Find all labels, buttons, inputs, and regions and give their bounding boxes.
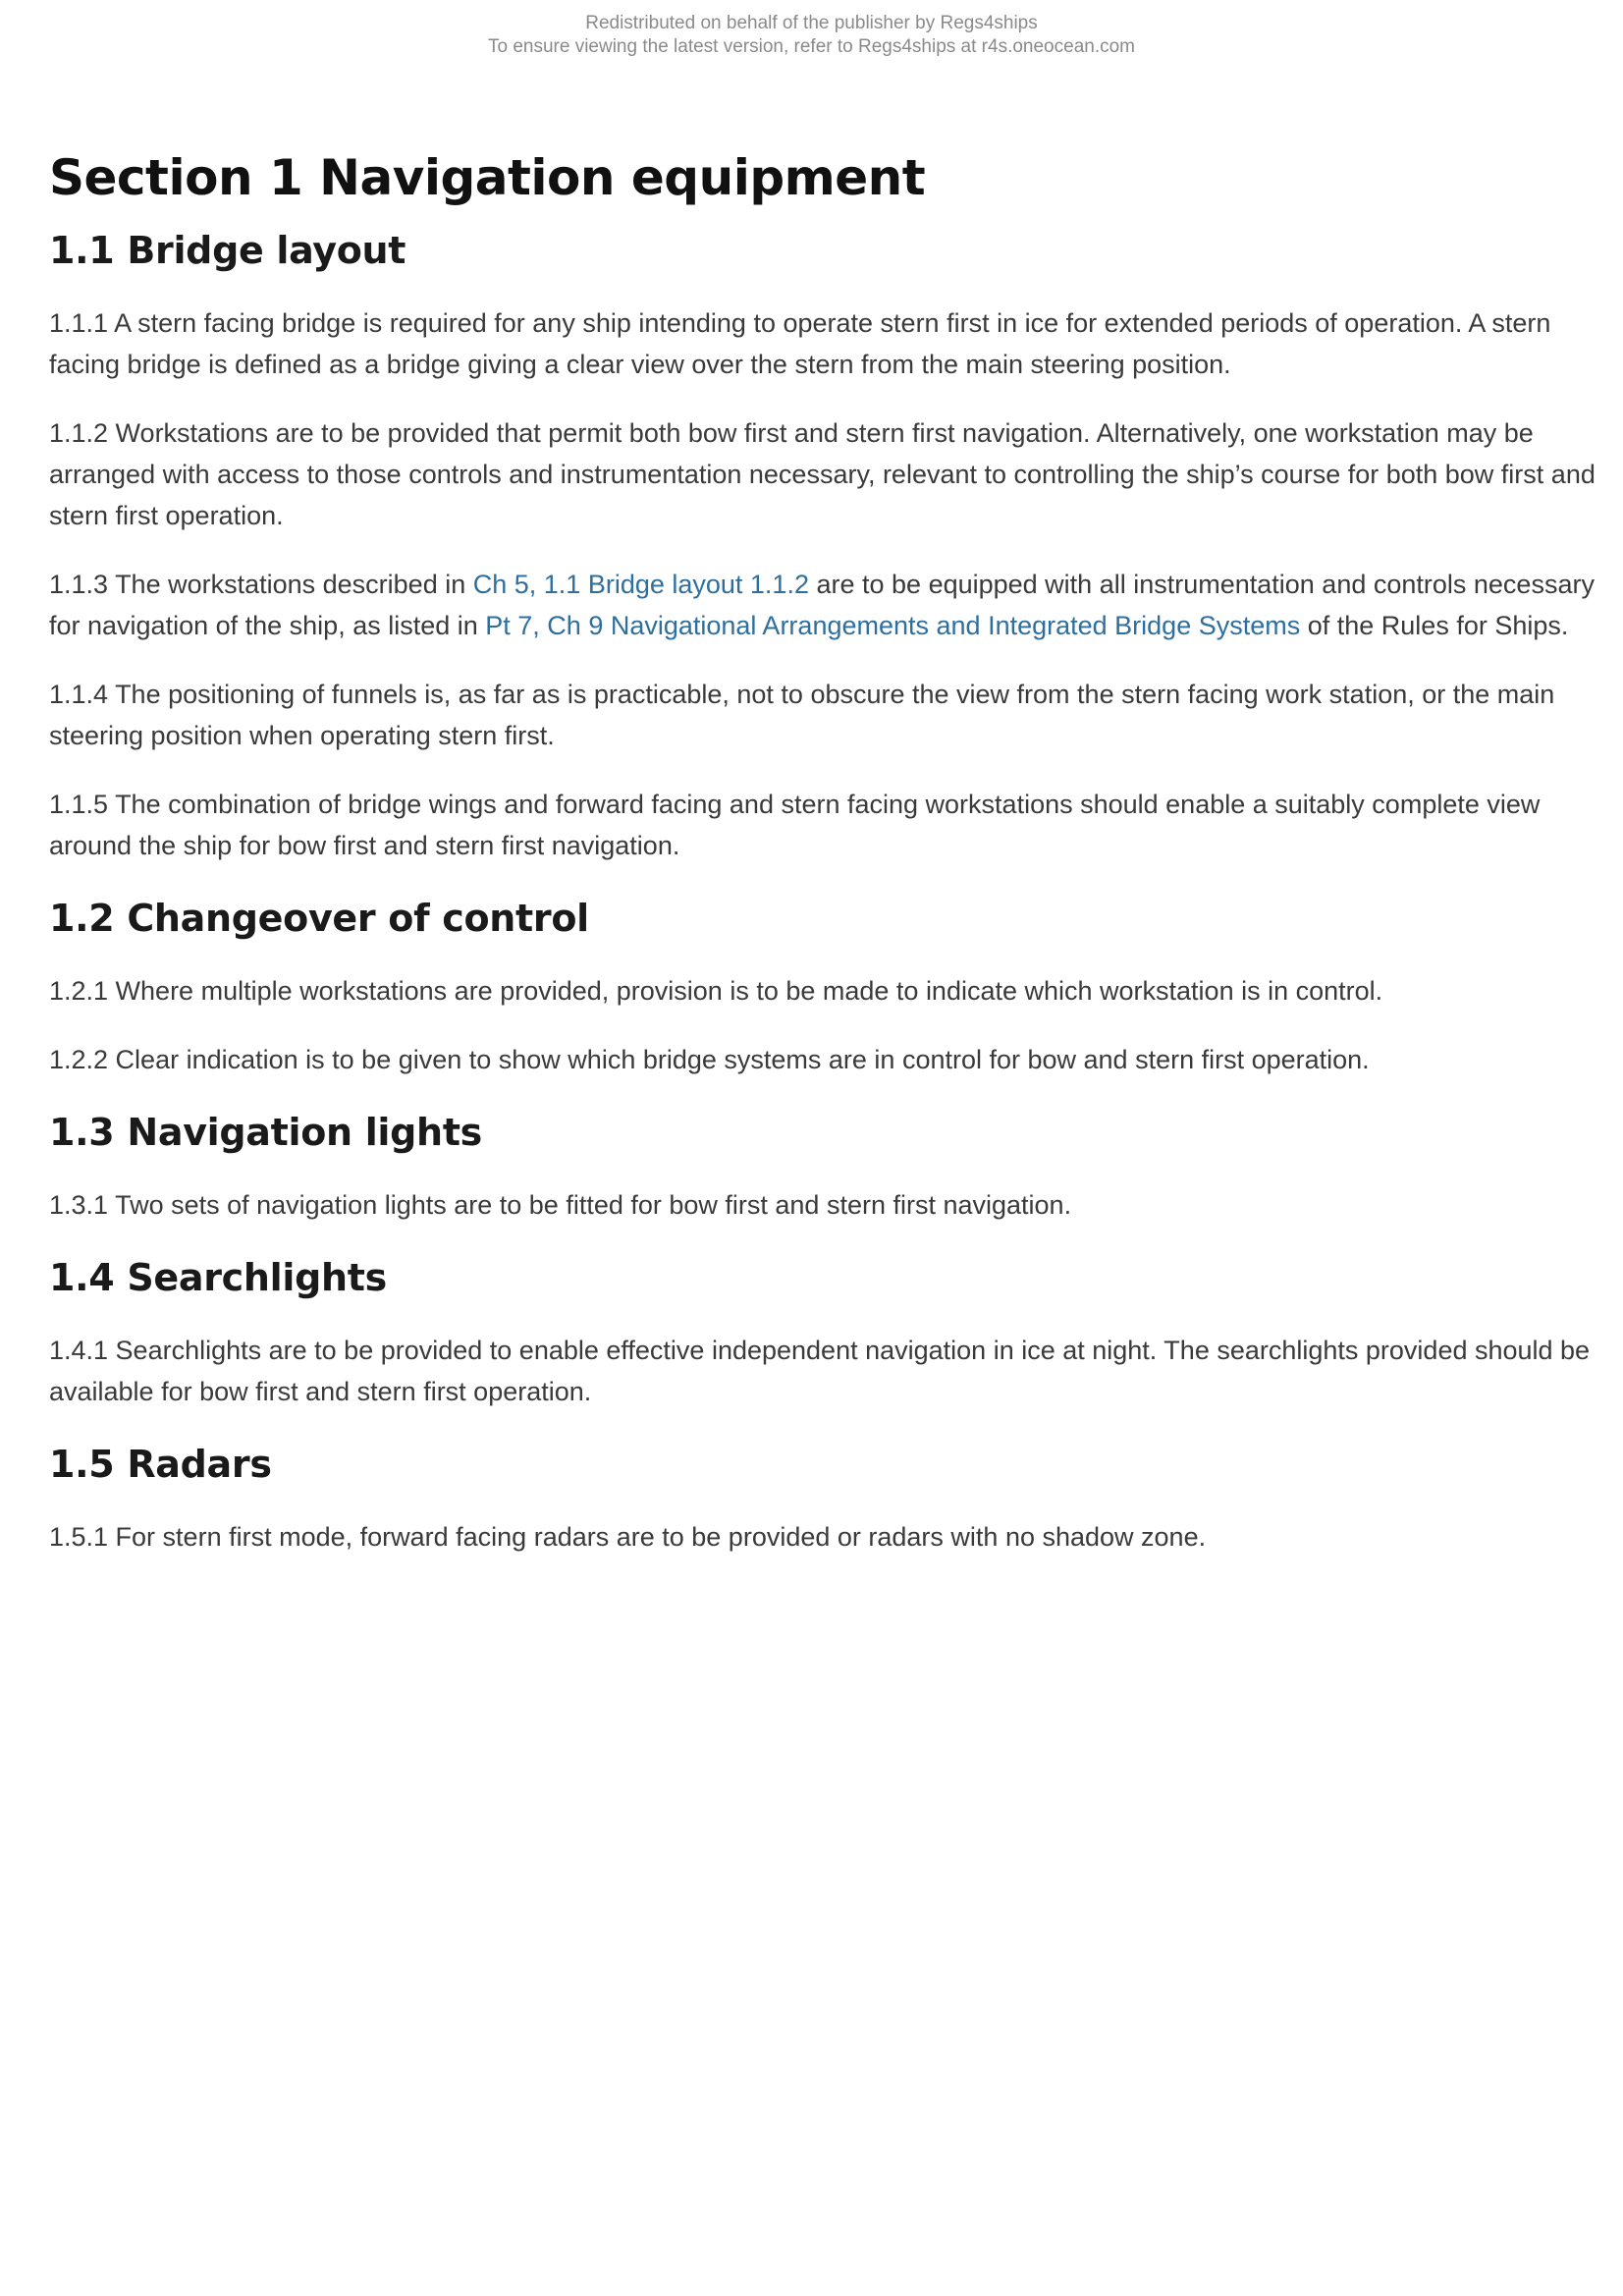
paragraph-1-1-1: 1.1.1 A stern facing bridge is required for any ship intending to operate stern first in ice for extended periods of operation. A stern facing bridge is defined as a bridge giving a clear view over the stern from the main steering position. (49, 308, 1551, 379)
paragraph-1-1-4: 1.1.4 The positioning of funnels is, as far as is practicable, not to obscure the view from the stern facing work station, or the main steering position when operating stern first. (49, 680, 1555, 750)
section-navigation-lights (49, 1108, 1596, 1226)
section-heading: 1.1 Bridge layout (49, 229, 406, 272)
paragraph-1-1-5: 1.1.5 The combination of bridge wings and forward facing and stern facing workstations should enable a suitably complete view around the ship for bow first and stern first navigation. (49, 790, 1541, 860)
paragraph-1-4-1: 1.4.1 Searchlights are to be provided to enable effective independent navigation in ice at night. The searchlights provided should be available for bow first and stern first operation. (49, 1336, 1591, 1406)
paragraph-1-1-2: 1.1.2 Workstations are to be provided that permit both bow first and stern first navigation. Alternatively, one workstation may be arranged with access to those controls and instrumentation necessary, relevant to controlling the ship’s course for both bow first and stern first operation. (49, 418, 1596, 530)
paragraph-1-2-1: 1.2.1 Where multiple workstations are provided, provision is to be made to indicate which workstation is in control. (49, 976, 1383, 1006)
document-body (49, 147, 1596, 1585)
section-heading: 1.5 Radars (49, 1443, 272, 1486)
page-title: Section 1 Navigation equipment (49, 149, 926, 206)
paragraph-1-2-2: 1.2.2 Clear indication is to be given to show which bridge systems are in control for bow and stern first operation. (49, 1045, 1370, 1074)
banner-line-1: Redistributed on behalf of the publisher by Regs4ships (585, 13, 1038, 33)
link-pt7-ch9-navigational-arrangements[interactable]: Pt 7, Ch 9 Navigational Arrangements and Integrated Bridge Systems (485, 611, 1301, 640)
paragraph-text: 1.1.3 The workstations described in (49, 570, 473, 599)
section-heading: 1.3 Navigation lights (49, 1111, 482, 1154)
section-bridge-layout (49, 226, 1596, 866)
banner-line-2: To ensure viewing the latest version, refer to Regs4ships at r4s.oneocean.com (487, 36, 1136, 57)
paragraph-text: are to be equipped with all instrumentation and controls necessary for navigation of the ship, as listed in (49, 570, 1595, 640)
link-bridge-layout-1-1-2[interactable]: Ch 5, 1.1 Bridge layout 1.1.2 (472, 570, 809, 599)
paragraph-1-3-1: 1.3.1 Two sets of navigation lights are to be fitted for bow first and stern first navigation. (49, 1190, 1072, 1220)
section-heading: 1.4 Searchlights (49, 1256, 387, 1299)
paragraph-text: of the Rules for Ships. (1300, 611, 1569, 640)
section-radars (49, 1440, 1596, 1558)
paragraph-1-1-3 (49, 564, 1596, 646)
paragraph-1-5-1: 1.5.1 For stern first mode, forward facing radars are to be provided or radars with no shadow zone. (49, 1522, 1207, 1552)
section-heading: 1.2 Changeover of control (49, 897, 589, 940)
section-searchlights (49, 1253, 1596, 1412)
section-changeover-of-control (49, 894, 1596, 1080)
redistribution-banner (0, 12, 1623, 59)
